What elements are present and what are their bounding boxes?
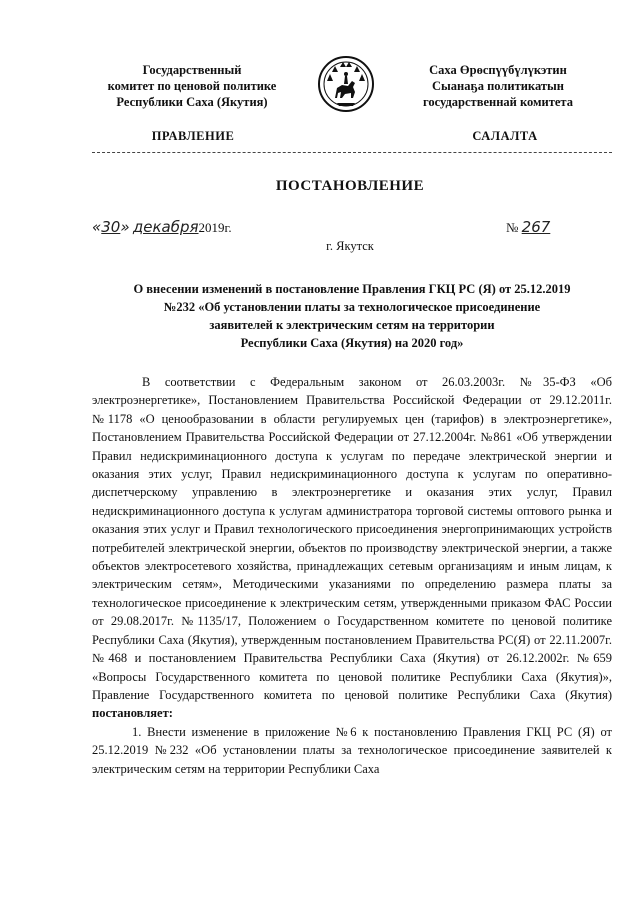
- org-name-yakut-line: Саха Өрөспүүбүлүкэтин: [429, 63, 567, 77]
- org-name-russian-line: комитет по ценовой политике: [107, 79, 277, 93]
- date-month: декабря: [132, 218, 199, 236]
- subject-line: Республики Саха (Якутия) на 2020 год»: [240, 336, 464, 350]
- document-number-prefix: №: [506, 220, 519, 235]
- org-name-yakut: [388, 62, 608, 110]
- document-title: ПОСТАНОВЛЕНИЕ: [275, 178, 425, 194]
- department-label-yakut: САЛАЛТА: [472, 129, 538, 143]
- subject-line: О внесении изменений в постановление Правления ГКЦ РС (Я) от 25.12.2019: [133, 282, 571, 296]
- header-divider: [92, 152, 612, 153]
- date-open-quote: «: [92, 218, 102, 236]
- document-city: г. Якутск: [326, 239, 374, 253]
- document-body: [92, 373, 612, 778]
- org-name-russian: [92, 62, 292, 110]
- document-subject: [92, 280, 612, 352]
- resolution-item-1: 1. Внести изменение в приложение №6 к постановлению Правления ГКЦ РС (Я) от 25.12.2019 №232 «Об установлении платы за технологическое присоединение заявителей к электрическим сетям на территории Республики Саха: [92, 724, 612, 776]
- org-name-russian-line: Государственный: [142, 63, 242, 77]
- org-name-russian-line: Республики Саха (Якутия): [116, 95, 268, 109]
- org-name-yakut-line: Сыанаҕа политикатын: [432, 79, 564, 93]
- document-number: [506, 218, 550, 236]
- subject-line: №232 «Об установлении платы за технологическое присоединение: [163, 300, 541, 314]
- document-number-value: 267: [521, 218, 551, 236]
- body-paragraph-text: В соответствии с Федеральным законом от 26.03.2003г. №35-ФЗ «Об электроэнергетике», Постановлением Правительства Российской Федерации от 29.12.2011г. №1178 «О ценообразовании в области регулируемых цен (тарифов) в электроэнергетике», Постановлением Правительства Российской Федерации от 27.12.2004г. №861 «Об утверждении Правил недискриминационного доступа к услугам по передаче электрической энергии и оказания этих услуг, Правил недискриминационного доступа к услугам по оперативно-диспетчерскому управлению в электроэнергетике и оказания этих услуг, Правил недискриминационного доступа к услугам администратора торговой системы оптового рынка и оказания этих услуг и Правил технологического присоединения энергопринимающих устройств потребителей электрической энергии, объектов по производству электрической энергии, а также объектов электросетевого хозяйства, принадлежащих сетевым организациям и иным лицам, к электрическим сетям», Методическими указаниями по определению размера платы за технологическое присоединение к электрическим сетям, утвержденными приказом ФАС России от 29.08.2017г. №1135/17, Положением о Государственном комитете по ценовой политике Республики Саха (Якутия), утвержденным постановлением Правительства РС(Я) от 22.11.2007г. №468 и постановлением Правительства Республики Саха (Якутия) от 26.12.2002г. №659 «Вопросы Государственного комитета по ценовой политике Республики Саха (Якутия)», Правление Государственного комитета по ценовой политике Республики Саха (Якутия): [92, 375, 612, 702]
- org-name-yakut-line: государственнай комитета: [423, 95, 573, 109]
- decree-colon: :: [168, 706, 173, 721]
- decree-word: постановляет: [92, 706, 169, 721]
- date-year: 2019г.: [198, 220, 232, 235]
- subject-line: заявителей к электрическим сетям на территории: [209, 318, 495, 332]
- date-day: 30: [101, 218, 121, 236]
- body-paragraph: [92, 373, 612, 723]
- department-label-russian: ПРАВЛЕНИЕ: [151, 129, 235, 143]
- document-date: [92, 218, 232, 236]
- date-close-quote: »: [120, 218, 130, 236]
- coat-of-arms-sakha-icon: [318, 54, 374, 114]
